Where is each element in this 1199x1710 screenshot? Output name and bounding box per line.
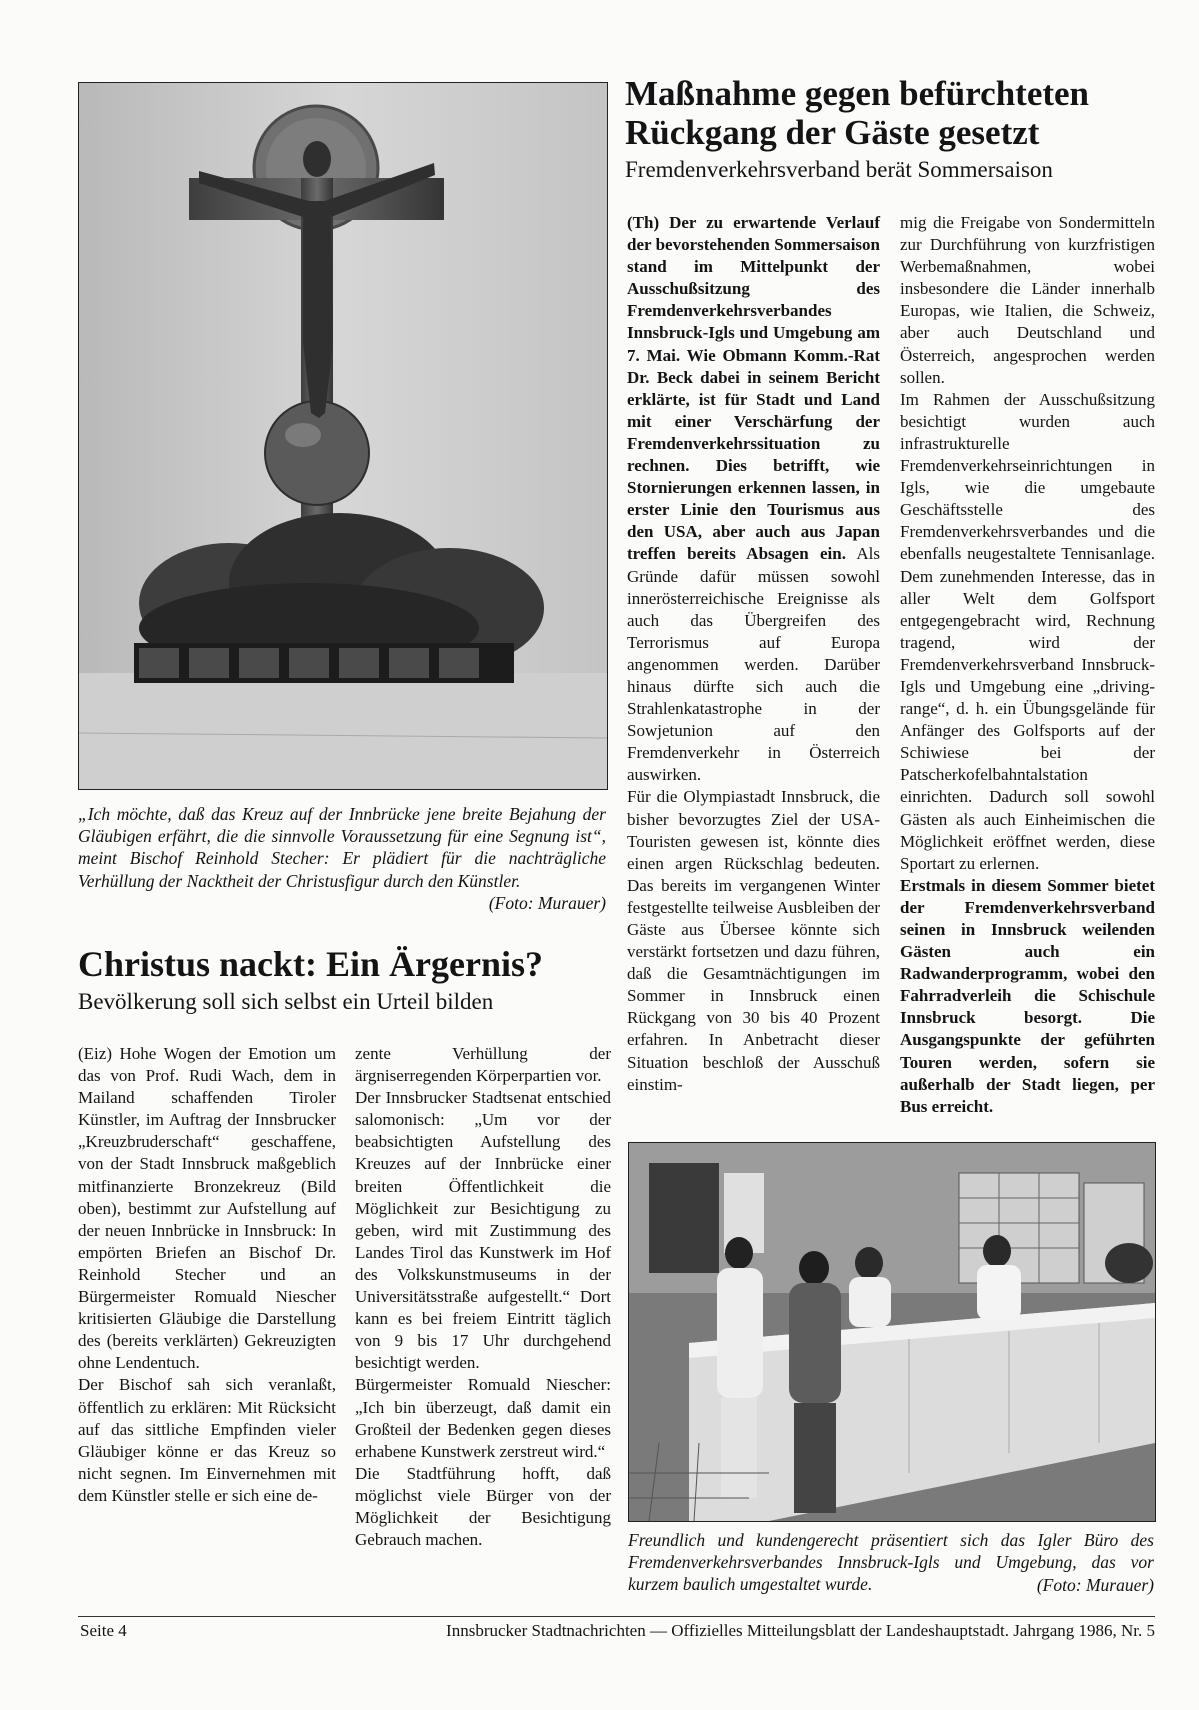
paragraph: Bürgermeister Romuald Niescher: „Ich bin überzeugt, daß damit ein Großteil der Bedenken gegen dieses erhabene Kunstwerk zerstreut wird.“ xyxy=(355,1375,611,1461)
office-counter-photo-caption xyxy=(628,1529,1154,1596)
paragraph: Für die Olympiastadt Innsbruck, die bisher bevorzugtes Ziel der USA-Touristen gewesen ist, könnte dies einen argen Rückschlag bedeuten. Das bereits im vergangenen Winter festgestellte teilweise Ausbleiben der Gäste aus Übersee könnte sich verstärkt fortsetzen und dazu führen, daß die Gesamtnächtigungen im Sommer in Innsbruck einen Rückgang von 30 bis 40 Prozent erfahren. In Anbetracht dieser Situation beschloß der Ausschuß einstim- xyxy=(627,787,880,1094)
lead-bold: (Th) Der zu erwartende Verlauf der bevorstehenden Sommersaison stand im Mittelpunkt der Ausschußsitzung des Fremdenverkehrsverbandes Innsbruck-Igls und Umgebung am 7. Mai. Wie Obmann Komm.-Rat Dr. Beck dabei in seinem Bericht erklärte, ist für Stadt und Land mit einer Verschärfung der Fremdenverkehrssituation zu rechnen. Dies betrifft, wie Stornierungen erkennen lassen, in erster Linie den Tourismus aus den USA, aber auch aus Japan treffen bereits Absagen ein. xyxy=(627,213,880,564)
footer-page-number: Seite 4 xyxy=(80,1621,127,1640)
photo-credit: (Foto: Murauer) xyxy=(488,892,606,913)
paragraph: Der Bischof sah sich veranlaßt, öffentlich zu erklären: Mit Rücksicht auf das sittliche Empfinden vieler Gläubiger könne er das Kreuz so nicht segnen. Im Einvernehmen mit dem Künstler stelle er sich eine de- xyxy=(78,1375,336,1505)
article-maßnahme-header xyxy=(625,74,1145,184)
crucifix-photo-caption xyxy=(78,803,606,914)
photo-credit: (Foto: Murauer) xyxy=(1036,1574,1154,1595)
headline: Christus nackt: Ein Ärgernis? xyxy=(78,944,544,984)
footer-publication: Innsbrucker Stadtnachrichten — Offizielles Mitteilungsblatt der Landeshauptstadt. Jahrgang 1986, Nr. 5 xyxy=(446,1621,1155,1640)
paragraph: Der Innsbrucker Stadtsenat entschied salomonisch: „Um vor der beabsichtigten Aufstellung des Kreuzes auf der Innbrücke einer breiten Öffentlichkeit die Möglichkeit zur Besichtigung zu geben, wird mit Zustimmung des Landes Tirol das Kunstwerk im Hof des Volkskunstmuseums in der Universitätsstraße aufgestellt.“ Dort kann es bei freiem Eintritt täglich von 9 bis 17 Uhr durchgehend besichtigt werden. xyxy=(355,1088,611,1373)
paragraph: Im Rahmen der Ausschußsitzung besichtigt wurden auch infrastrukturelle Fremdenverkehrseinrichtungen in Igls, wie die umgebaute Geschäftsstelle des Fremdenverkehrsverbandes und die ebenfalls neugestaltete Tennisanlage. Dem zunehmenden Interesse, das in aller Welt dem Golfsport entgegengebracht wird, Rechnung tragend, wird der Fremdenverkehrsverband Innsbruck-Igls und Umgebung eine „driving-range“, d. h. ein Übungsgelände für Anfänger des Golfsports auf der Schiwiese bei der Patscherkofelbahntalstation einrichten. Dadurch soll sowohl Gästen als auch Einheimischen die Möglichkeit eröffnet werden, diese Sportart zu erlernen. xyxy=(900,389,1155,873)
paragraph: Die Stadtführung hofft, daß möglichst viele Bürger von der Möglichkeit der Besichtigung Gebrauch machen. xyxy=(355,1463,611,1550)
article-maßnahme-column-1 xyxy=(627,212,880,1096)
lead-text: Als Gründe dafür müssen sowohl innerösterreichische Ereignisse als auch das Übergreifen des Terrorismus auf Europa angenommen werden. Darüber hinaus dürfte sich auch die Strahlenkatastrophe in der Sowjetunion auf den Fremdenverkehr in Österreich auswirken. xyxy=(627,544,880,785)
crucifix-photo xyxy=(78,82,608,790)
paragraph: (Eiz) Hohe Wogen der Emotion um das von Prof. Rudi Wach, dem in Mailand schaffenden Tiroler Künstler, im Auftrag der Innsbrucker „Kreuzbruderschaft“ geschaffene, von der Stadt Innsbruck maßgeblich mitfinanzierte Bronzekreuz (Bild oben), bestimmt zur Aufstellung auf der neuen Innbrücke in Innsbruck: In empörten Briefen an Bischof Dr. Reinhold Stecher und an Bürgermeister Romuald Niescher kritisierten Gläubige die Darstellung des (bereits verklärten) Gekreuzigten ohne Lendentuch. xyxy=(78,1044,336,1373)
article-christus-column-1 xyxy=(78,1043,336,1507)
paragraph: mig die Freigabe von Sondermitteln zur Durchführung von kurzfristigen Werbemaßnahmen, wobei insbesondere die Länder innerhalb Europas, wie Italien, die Schweiz, aber auch Deutschland und Österreich, angesprochen werden sollen. xyxy=(900,213,1155,387)
headline-line-2: Rückgang der Gäste gesetzt xyxy=(625,113,1040,152)
footer-rule xyxy=(78,1616,1155,1617)
caption-text: „Ich möchte, daß das Kreuz auf der Innbrücke jene breite Bejahung der Gläubigen erfährt, die die sinnvolle Voraussetzung für eine Segnung ist“, meint Bischof Reinhold Stecher: Er plädiert für die nachträgliche Verhüllung der Nacktheit der Christusfigur durch den Künstler. xyxy=(78,804,606,891)
subheadline: Bevölkerung soll sich selbst ein Urteil bilden xyxy=(78,989,494,1014)
office-counter-photo xyxy=(628,1142,1156,1522)
paragraph: zente Verhüllung der ärgniserregenden Körperpartien vor. xyxy=(355,1044,611,1086)
article-maßnahme-column-2 xyxy=(900,212,1155,1118)
article-christus-column-2 xyxy=(355,1043,611,1551)
subheadline: Fremdenverkehrsverband berät Sommersaison xyxy=(625,157,1053,182)
article-christus-header xyxy=(78,943,618,1017)
caption-text: Freundlich und kundengerecht präsentiert sich das Igler Büro des Fremdenverkehrsverbandes Innsbruck-Igls und Umgebung, das vor kurzem baulich umgestaltet wurde. xyxy=(628,1530,1154,1595)
paragraph-bold: Erstmals in diesem Sommer bietet der Fremdenverkehrsverband seinen in Innsbruck weilenden Gästen auch ein Radwanderprogramm, wobei den Fahrradverleih die Schischule Innsbruck besorgt. Die Ausgangspunkte der geführten Touren werden, sofern sie außerhalb der Stadt liegen, per Bus erreicht. xyxy=(900,875,1155,1116)
headline-line-1: Maßnahme gegen befürchteten xyxy=(625,74,1090,113)
headline xyxy=(625,74,1145,152)
